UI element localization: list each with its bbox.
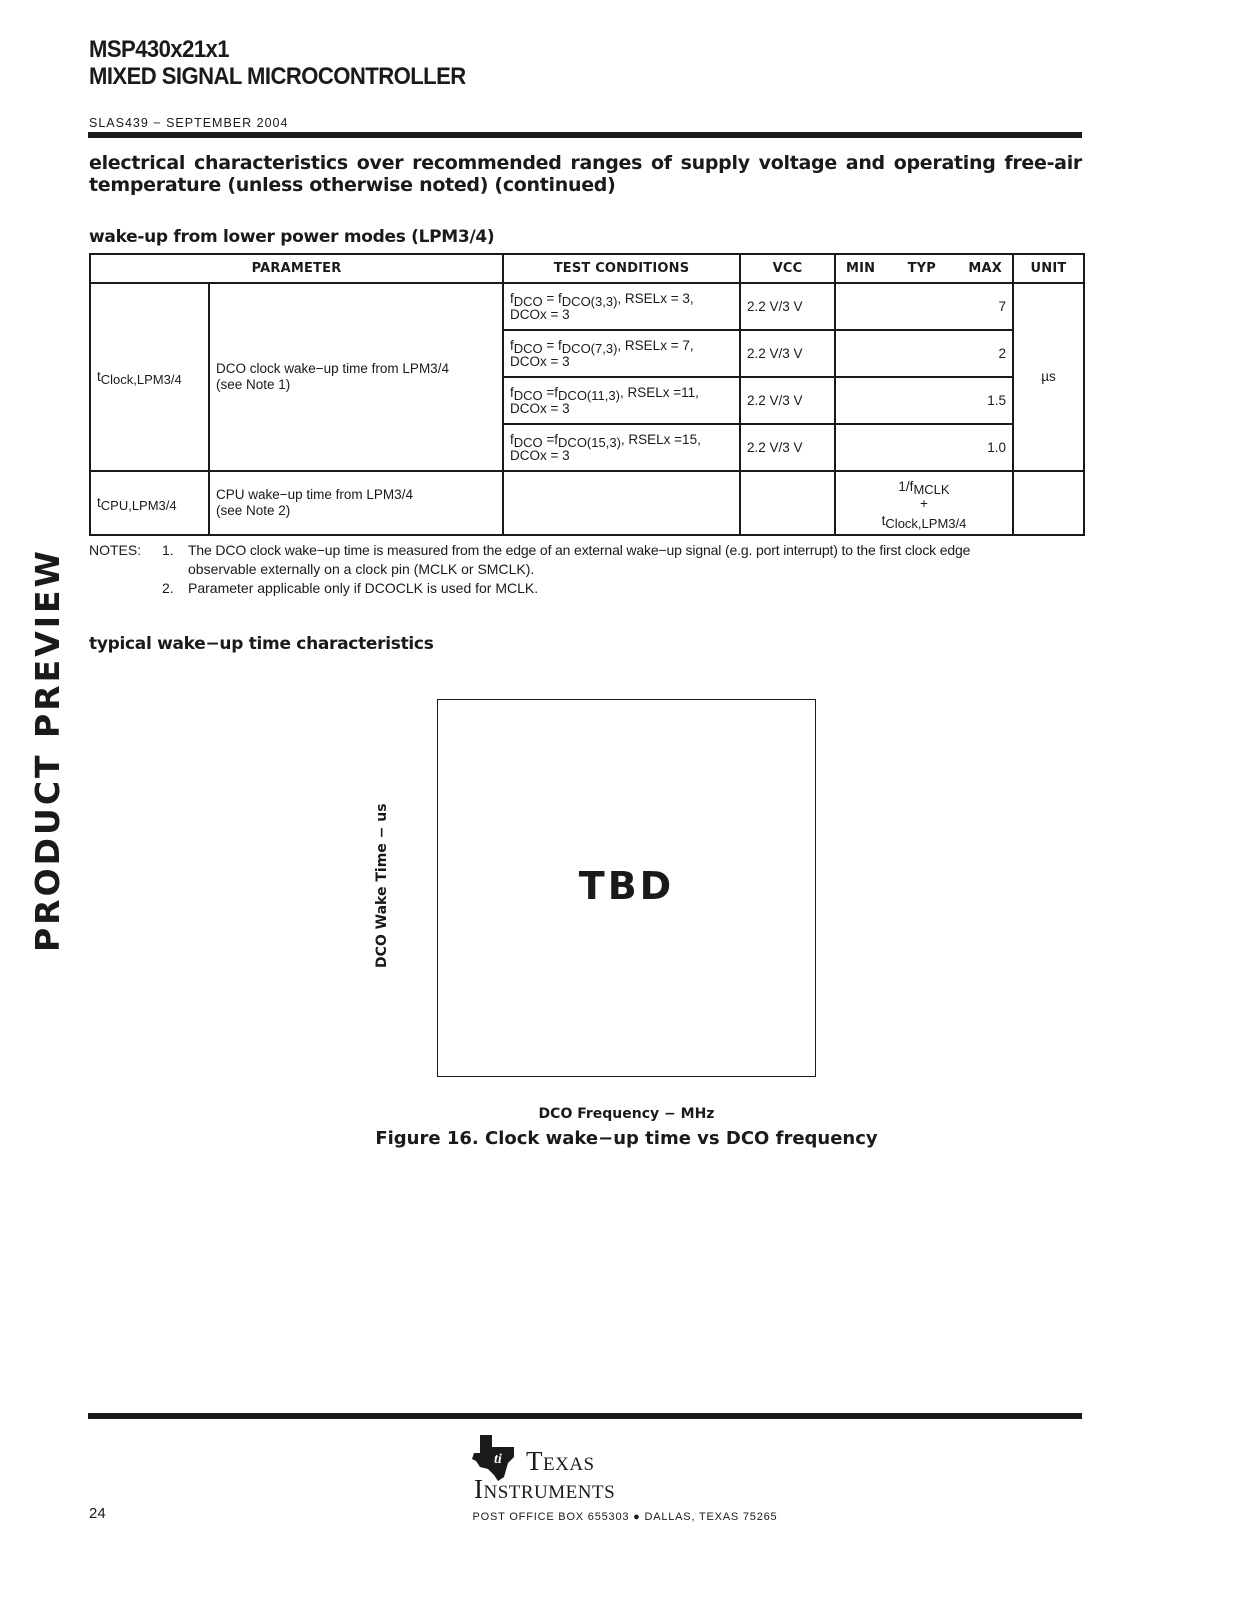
page-number: 24 — [89, 1505, 106, 1522]
wakeup-spec-table — [89, 253, 1085, 536]
notes-block — [89, 541, 1083, 598]
table-header-row — [90, 254, 1084, 283]
note-number: 2. — [162, 580, 174, 596]
footer-rule — [88, 1413, 1082, 1419]
header-min: MIN — [846, 261, 876, 276]
header-vcc: VCC — [740, 254, 835, 283]
cpu-symbol: $t_{CPU,LPM3/4}$ — [90, 471, 209, 535]
header-parameter: PARAMETER — [90, 254, 503, 283]
header-test-conditions: TEST CONDITIONS — [503, 254, 740, 283]
figure-section-heading: typical wake−up time characteristics — [89, 634, 434, 654]
title-line-product: MIXED SIGNAL MICROCONTROLLER — [89, 63, 466, 90]
clock-symbol: $t_{Clock,LPM3/4}$ — [90, 283, 209, 471]
max-value: 7 — [835, 283, 1013, 330]
test-condition: $f_{DCO} = f_{DCO(7,3)}$, RSELx = 7, DCOx = 3 — [503, 330, 740, 377]
max-value: 1.0 — [835, 424, 1013, 471]
vcc-value: 2.2 V/3 V — [740, 377, 835, 424]
chart-plot-area — [437, 699, 816, 1077]
ti-logo — [470, 1431, 688, 1507]
cpu-description: CPU wake−up time from LPM3/4 (see Note 2) — [209, 471, 503, 535]
footer-address: POST OFFICE BOX 655303 ● DALLAS, TEXAS 75265 — [472, 1511, 778, 1523]
section-heading: electrical characteristics over recommended ranges of supply voltage and operating free-air temperature (unless otherwise noted) (continued) — [89, 152, 1082, 196]
vcc-value: 2.2 V/3 V — [740, 283, 835, 330]
ti-name-texas: Texas — [526, 1446, 595, 1476]
test-condition: $f_{DCO} =f_{DCO(11,3)}$, RSELx =11, DCOx = 3 — [503, 377, 740, 424]
header-max: MAX — [968, 261, 1002, 276]
cpu-unit — [1013, 471, 1084, 535]
vcc-value: 2.2 V/3 V — [740, 330, 835, 377]
chart-placeholder-tbd: TBD — [578, 864, 675, 908]
chart-y-axis-label: DCO Wake Time − us — [374, 803, 390, 968]
table-row — [90, 283, 1084, 330]
figure-caption: Figure 16. Clock wake−up time vs DCO frequency — [375, 1128, 878, 1149]
cpu-test-condition — [503, 471, 740, 535]
header-min-typ-max — [835, 254, 1013, 283]
max-value: 1.5 — [835, 377, 1013, 424]
title-line-part-number: MSP430x21x1 — [89, 36, 230, 63]
note-text-continued: observable externally on a clock pin (MCLK or SMCLK). — [188, 561, 535, 577]
table-heading: wake-up from lower power modes (LPM3/4) — [89, 227, 495, 247]
header-unit: UNIT — [1013, 254, 1084, 283]
vcc-value: 2.2 V/3 V — [740, 424, 835, 471]
note-number: 1. — [162, 542, 174, 558]
document-id: SLAS439 − SEPTEMBER 2004 — [89, 116, 289, 130]
clock-description: DCO clock wake−up time from LPM3/4 (see Note 1) — [209, 283, 503, 471]
table-row — [90, 471, 1084, 535]
cpu-value-formula: $1/f_{MCLK}$ + $t_{Clock,LPM3/4}$ — [835, 471, 1013, 535]
svg-text:ti: ti — [494, 1452, 502, 1467]
header-typ: TYP — [907, 261, 937, 276]
clock-unit: µs — [1013, 283, 1084, 471]
note-text: The DCO clock wake−up time is measured from the edge of an external wake−up signal (e.g. port interrupt) to the first clock edge — [188, 542, 971, 558]
header-rule — [88, 132, 1082, 138]
chart-x-axis-label: DCO Frequency − MHz — [538, 1106, 715, 1122]
max-value: 2 — [835, 330, 1013, 377]
test-condition: $f_{DCO} = f_{DCO(3,3)}$, RSELx = 3, DCOx = 3 — [503, 283, 740, 330]
product-preview-sidebar: PRODUCT PREVIEW — [28, 548, 67, 952]
test-condition: $f_{DCO} =f_{DCO(15,3)}$, RSELx =15, DCOx = 3 — [503, 424, 740, 471]
cpu-vcc — [740, 471, 835, 535]
notes-label: NOTES: — [89, 542, 142, 558]
document-title — [89, 36, 466, 90]
note-text: Parameter applicable only if DCOCLK is used for MCLK. — [188, 580, 539, 596]
ti-name-instruments: Instruments — [474, 1474, 616, 1504]
